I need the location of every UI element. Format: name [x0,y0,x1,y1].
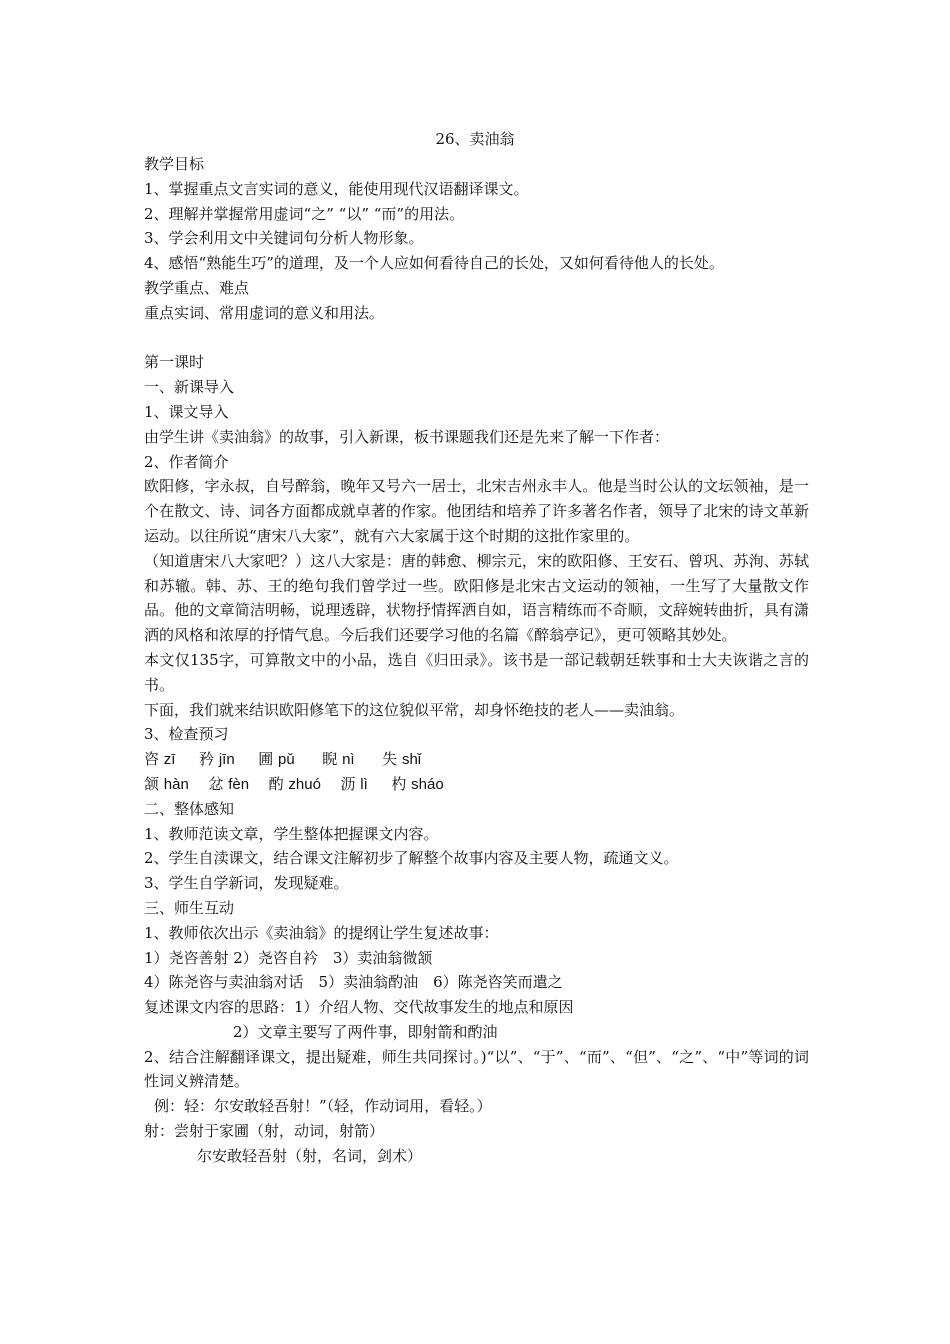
author-paragraph: 欧阳修，字永叔，自号醉翁，晚年又号六一居士，北宋吉州永丰人。他是当时公认的文坛领袖，是一个在散文、诗、词各方面都成就卓著的作家。他团结和培养了许多著名作者，领导了北宋的诗文革新运动。以往所说“唐宋八大家”，就有六大家属于这个时期的这批作家里的。 [144,477,809,545]
retell-idea-line: 复述课文内容的思路：1）介绍人物、交代故事发生的地点和原因 [144,998,574,1017]
vocab-pinyin: nì [342,751,355,769]
example-line: 射：尝射于家圃（射，动词，射箭） [144,1122,385,1141]
subsection-heading: 3、检查预习 [144,725,229,744]
outline-line: 1）尧咨善射 2）尧咨自衿 3）卖油翁微颔 [144,948,433,967]
vocab-char: 酌 [268,774,284,793]
vocab-pinyin: pǔ [278,751,295,769]
vocab-pinyin: jīn [218,751,235,769]
list-item: 2、结合注解翻译课文，提出疑难，师生共同探讨。)“以”、“于”、“而”、“但”、“之”、“中”等词的词性词义辨清楚。 [144,1047,809,1091]
vocab-char: 失 [382,750,398,769]
section-heading: 二、整体感知 [144,799,235,818]
vocab-pinyin: zhuó [288,775,321,793]
vocab-pinyin: shǐ [401,751,422,769]
transition-text: 下面，我们就来结识欧阳修笔下的这位貌似平常，却身怀绝技的老人——卖油翁。 [144,700,685,719]
document-body [144,152,809,1169]
vocab-char: 颔 [144,774,160,793]
intro-text: 由学生讲《卖油翁》的故事，引入新课，板书课题我们还是先来了解一下作者： [144,427,670,446]
vocab-char: 咨 [144,750,160,769]
key-points-text: 重点实词、常用虚词的意义和用法。 [144,303,385,322]
vocab-char: 圃 [258,750,274,769]
key-points-heading: 教学重点、难点 [144,278,250,297]
list-item: 3、学生自学新词，发现疑难。 [144,874,349,893]
list-item: 2、学生自渎课文，结合课文注解初步了解整个故事内容及主要人物，疏通文义。 [144,849,679,868]
goal-item: 1、掌握重点文言实词的意义，能使用现代汉语翻译课文。 [144,179,529,198]
source-paragraph: 本文仅135字，可算散文中的小品，选自《归田录》。该书是一部记载朝廷轶事和士大夫诙谐之言的书。 [144,650,809,694]
example-line: 例：轻：尔安敢轻吾射！”（轻，作动词用，看轻。） [154,1097,492,1116]
list-item: 1、教师依次出示《卖油翁》的提纲让学生复述故事： [144,923,499,942]
vocab-row [144,772,809,797]
subsection-heading: 1、课文导入 [144,402,229,421]
goals-heading: 教学目标 [144,155,205,173]
goal-item: 3、学会利用文中关键词句分析人物形象。 [144,229,424,248]
retell-idea-line: 2）文章主要写了两件事，即射箭和酌油 [233,1022,498,1041]
subsection-heading: 2、作者简介 [144,452,229,471]
vocab-pinyin: fèn [228,775,250,793]
goal-item: 4、感悟“熟能生巧”的道理，及一个人应如何看待自己的长处，又如何看待他人的长处。 [144,254,724,273]
vocab-pinyin: zī [163,751,176,769]
vocab-char: 睨 [322,750,338,769]
vocab-pinyin: sháo [411,775,444,793]
outline-line: 4）陈尧咨与卖油翁对话 5）卖油翁酌油 6）陈尧咨笑而遣之 [144,973,563,992]
vocab-char: 杓 [391,774,407,793]
example-line: 尔安敢轻吾射（射，名词，剑术） [197,1146,423,1165]
vocab-row [144,747,809,772]
vocab-char: 沥 [340,774,356,793]
eight-masters-paragraph: （知道唐宋八大家吧？）这八大家是：唐的韩愈、柳宗元，宋的欧阳修、王安石、曾巩、苏洵、苏轼和苏辙。韩、苏、王的绝句我们曾学过一些。欧阳修是北宋古文运动的领袖，一生写了大量散文作品。他的文章简洁明畅，说理透辟，状物抒情挥洒自如，语言精练而不奇顺，文辞婉转曲折，具有潇洒的风格和浓厚的抒情气息。今后我们还要学习他的名篇《醉翁亭记》，更可领略其妙处。 [144,551,809,645]
goal-item: 2、理解并掌握常用虚词“之” “以” “而”的用法。 [144,204,465,223]
lesson-heading: 第一课时 [144,353,205,372]
section-heading: 三、师生互动 [144,898,235,917]
list-item: 1、教师范读文章，学生整体把握课文内容。 [144,824,439,843]
vocab-pinyin: hàn [163,775,189,793]
page-title: 26、卖油翁 [435,130,515,148]
vocab-char: 忿 [208,774,224,793]
vocab-char: 矜 [199,750,215,769]
vocab-pinyin: lì [360,775,368,793]
section-heading: 一、新课导入 [144,378,235,397]
